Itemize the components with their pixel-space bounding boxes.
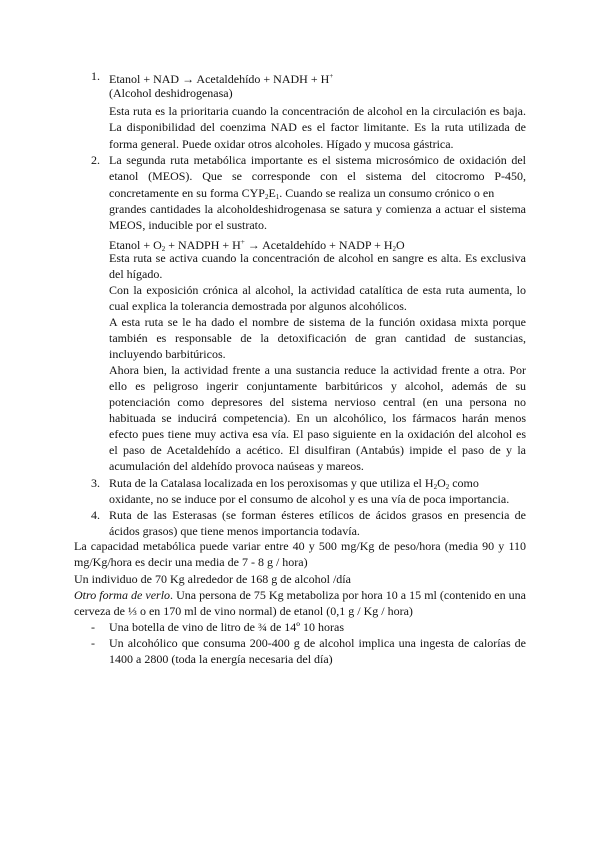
item2-para3: incluyendo barbitúricos.: [109, 347, 226, 361]
list-number-3: 3.: [91, 476, 100, 490]
reaction-2: Etanol + $O_2$ + NADPH + H+ → Acetaldehído + NADP + $H_2O$: [109, 238, 405, 253]
item1-line: forma general. Puede oxidar otros alcoholes. Hígado y mucosa gástrica.: [109, 137, 454, 151]
list-number-2: 2.: [91, 153, 100, 167]
item2-para4: acumulación del aldehído provoca naúseas y mareos.: [109, 459, 364, 473]
item2-para4: Ahora bien, la actividad frente a una sustancia reduce la actividad frente a otra. Por: [109, 363, 526, 377]
item4-line: ácidos grasos) que tiene menos importancia todavía.: [109, 524, 360, 538]
bullet-item: Un alcohólico que consuma 200-400 g de alcohol implica una ingesta de calorías de: [109, 636, 526, 650]
list-number-4: 4.: [91, 508, 100, 522]
bullet-item: Una botella de vino de litro de ¾ de 14º 10 horas: [109, 620, 344, 634]
item2-line: grandes cantidades la alcoholdeshidrogenasa se satura y comienza a actuar el sistema: [109, 202, 526, 216]
enzyme-label: (Alcohol deshidrogenasa): [109, 86, 233, 100]
dash-bullet: -: [91, 620, 95, 634]
capacity-line: La capacidad metabólica puede variar entre 40 y 500 mg/Kg de peso/hora (media 90 y 110: [74, 539, 526, 553]
item2-para4: efecto pues tiene muy activa esa vía. El paso siguiente en la oxidación del alcohol es: [109, 427, 526, 441]
item3-line: Ruta de la Catalasa localizada en los peroxisomas y que utiliza el $H_2O_2$ como: [109, 476, 479, 491]
item2-cyp-line: concretamente en su forma $CYP_2E_1$. Cuando se realiza un consumo crónico o en: [109, 186, 495, 201]
otra-forma-line: Otro forma de verlo. Una persona de 75 Kg metaboliza por hora 10 a 15 ml (contenido en una: [74, 588, 526, 602]
item2-para4: el paso de Acetaldehído a acético. El disulfiran (Antabús) impide el paso de y la: [109, 443, 526, 457]
item3-line: oxidante, no se induce por el consumo de alcohol y es una vía de poca importancia.: [109, 492, 510, 506]
item2-para4: habituada se inducirá competencia). En un alcohólico, los fármacos harán menos: [109, 411, 526, 425]
item2-line: La segunda ruta metabólica importante es el sistema microsómico de oxidación del: [109, 153, 526, 167]
individual-line: Un individuo de 70 Kg alrededor de 168 g de alcohol /día: [74, 572, 351, 586]
item2-line: MEOS, inducible por el sustrato.: [109, 218, 267, 232]
item2-para2: cual explica la tolerancia demostrada por algunos alcohólicos.: [109, 299, 407, 313]
otra-forma-line: cerveza de ⅓ o en 170 ml de vino normal) de etanol (0,1 g / Kg / hora): [74, 604, 413, 618]
item2-para4: potenciación como depresores del sistema nervioso central (en una persona no: [109, 395, 526, 409]
bullet-item: 1400 a 2800 (toda la energía necesaria del día): [109, 652, 333, 666]
item2-line: etanol (MEOS). Que se corresponde con el sistema del citocromo P-450,: [109, 169, 526, 183]
reaction-1: Etanol + NAD → Acetaldehído + NADH + H+: [109, 72, 334, 86]
item2-para3: también es responsable de la detoxificación de gran cantidad de sustancias,: [109, 331, 526, 345]
item4-line: Ruta de las Esterasas (se forman ésteres etílicos de ácidos grasos en presencia de: [109, 508, 526, 522]
dash-bullet: -: [91, 636, 95, 650]
item2-para1: del hígado.: [109, 267, 163, 281]
item2-para3: A esta ruta se le ha dado el nombre de sistema de la función oxidasa mixta porque: [109, 315, 526, 329]
item1-line: Esta ruta es la prioritaria cuando la concentración de alcohol en la circulación es baja.: [109, 104, 526, 118]
item2-para2: Con la exposición crónica al alcohol, la actividad catalítica de esta ruta aumenta, lo: [109, 283, 526, 297]
capacity-line: mg/Kg/hora es decir una media de 7 - 8 g / hora): [74, 555, 308, 569]
item2-para1: Esta ruta se activa cuando la concentración de alcohol en sangre es alta. Es exclusiva: [109, 251, 526, 265]
list-number-1: 1.: [91, 69, 100, 83]
item1-line: La disponibilidad del coenzima NAD es el factor limitante. Es la ruta utilizada de: [109, 120, 526, 134]
item2-para4: ello es peligroso ingerir conjuntamente barbitúricos y alcohol, además de su: [109, 379, 526, 393]
